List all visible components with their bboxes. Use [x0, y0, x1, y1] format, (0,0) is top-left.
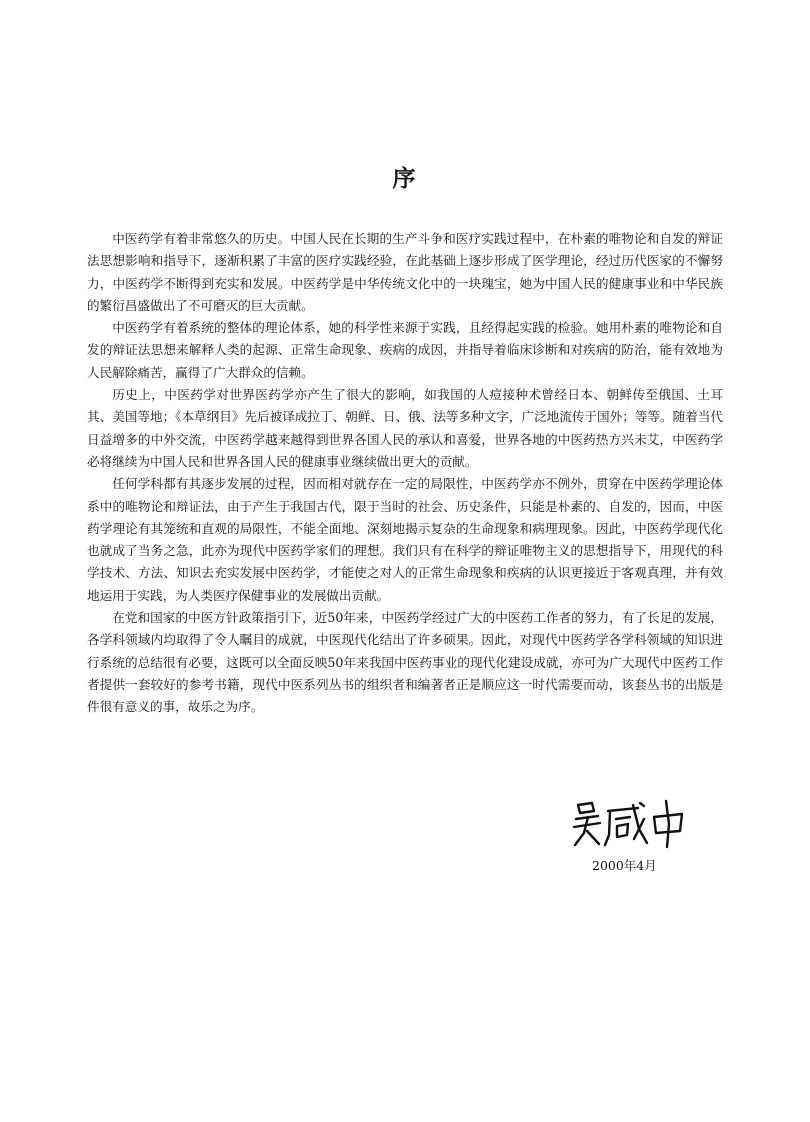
paragraph: 中医药学有着非常悠久的历史。中国人民在长期的生产斗争和医疗实践过程中，在朴素的唯物论和自发的辩证法思想影响和指导下，逐渐积累了丰富的医疗实践经验，在此基础上逐步形成了医学理论，经过历代医家的不懈努力，中医药学不断得到充实和发展。中医药学是中华传统文化中的一块瑰宝，她为中国人民的健康事业和中华民族的繁衍昌盛做出了不可磨灭的巨大贡献。 — [87, 231, 723, 313]
paragraph: 中医药学有着系统的整体的理论体系，她的科学性来源于实践，且经得起实践的检验。她用朴素的唯物论和自发的辩证法思想来解释人类的起源、正常生命现象、疾病的成因，并指导着临床诊断和对疾病的防治，能有效地为人民解除痛苦，赢得了广大群众的信赖。 — [87, 320, 723, 380]
paragraph: 任何学科都有其逐步发展的过程，因而相对就存在一定的局限性，中医药学亦不例外，贯穿在中医药学理论体系中的唯物论和辩证法，由于产生于我国古代，限于当时的社会、历史条件，只能是朴素的、自发的，因而，中医药学理论有其笼统和直观的局限性，不能全面地、深刻地揭示复杂的生命现象和病理现象。因此，中医药学现代化也就成了当务之急，此亦为现代中医药学家们的理想。我们只有在科学的辩证唯物主义的思想指导下，用现代的科学技术、方法、知识去充实发展中医药学，才能使之对人的正常生命现象和疾病的认识更接近于客观真理，并有效地运用于实践，为人类医疗保健事业的发展做出贡献。 — [87, 476, 723, 603]
paragraph: 在党和国家的中医方针政策指引下，近50年来，中医药学经过广大的中医药工作者的努力，有了长足的发展，各学科领域内均取得了令人瞩目的成就，中医现代化结出了许多硕果。因此，对现代中医药学各学科领域的知识进行系统的总结很有必要，这既可以全面反映50年来我国中医药事业的现代化建设成就，亦可为广大现代中医药工作者提供一套较好的参考书籍，现代中医系列丛书的组织者和编著者正是顺应这一时代需要而动，该套丛书的出版是件很有意义的事，故乐之为序。 — [87, 610, 723, 715]
date: 2000年4月 — [592, 858, 657, 873]
preface-body — [87, 228, 723, 719]
handwritten-signature — [572, 799, 692, 849]
page-title: 序 — [392, 165, 418, 192]
paragraph: 历史上，中医药学对世界医药学亦产生了很大的影响，如我国的人痘接种术曾经日本、朝鲜传至俄国、土耳其、美国等地；《本草纲目》先后被译成拉丁、朝鲜、日、俄、法等多种文字，广泛地流传于国外；等等。随着当代日益增多的中外交流，中医药学越来越得到世界各国人民的承认和喜爱，世界各地的中医药热方兴未艾，中医药学必将继续为中国人民和世界各国人民的健康事业继续做出更大的贡献。 — [87, 387, 723, 469]
